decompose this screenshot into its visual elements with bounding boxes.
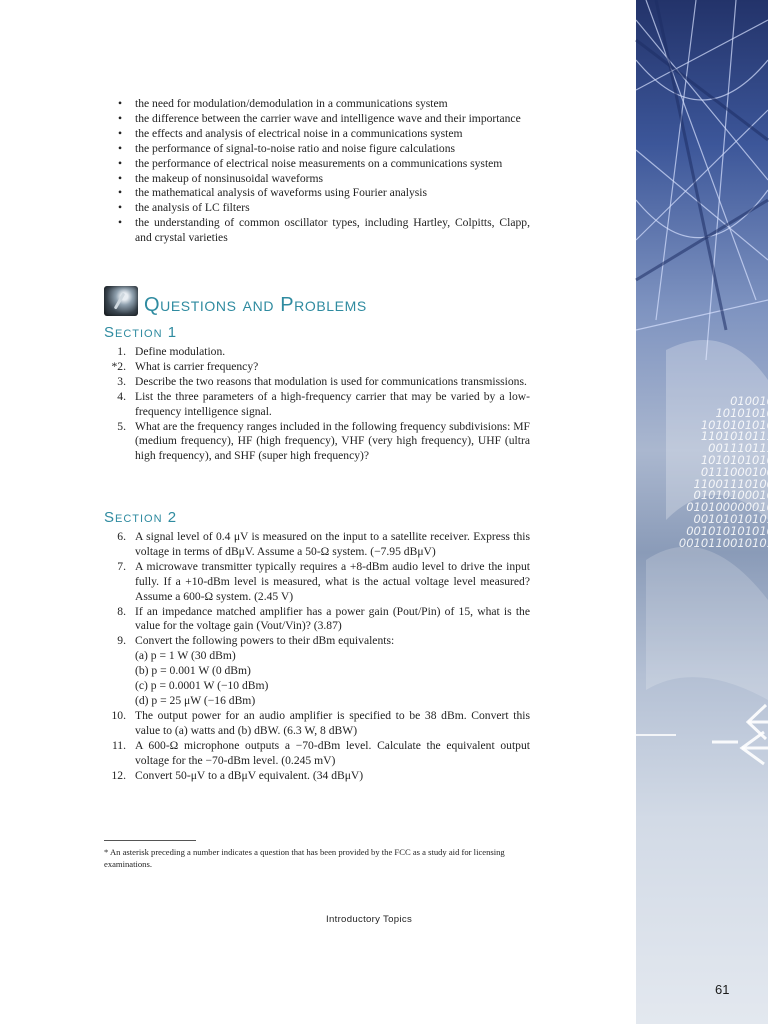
binary-line: 00101010101 xyxy=(693,511,774,526)
question-subitem: (a) p = 1 W (30 dBm) xyxy=(135,649,236,663)
question-number: 7. xyxy=(117,559,126,573)
question-number: 9. xyxy=(117,634,126,648)
footnote: * An asterisk preceding a number indicates a question that has been provided by the FCC as a study aid for licensing examinations. xyxy=(104,847,505,869)
question-item xyxy=(104,605,530,635)
binary-texture xyxy=(679,396,774,549)
question-number: 11. xyxy=(111,738,126,752)
objectives-list xyxy=(118,97,530,246)
question-text: A signal level of 0.4 μV is measured on the input to a satellite receiver. Express this voltage in terms of dBμV. Assume a 50-Ω system. (−7.95 dBμV) xyxy=(135,530,530,558)
question-text: Describe the two reasons that modulation is used for communications transmissions. xyxy=(135,374,527,388)
question-item xyxy=(104,530,530,560)
binary-line: 010100000010 xyxy=(686,500,774,515)
objective-item: • the need for modulation/demodulation in a communications system xyxy=(118,97,530,112)
question-item xyxy=(104,560,530,605)
question-text: Convert 50-μV to a dBμV equivalent. (34 dBμV) xyxy=(135,768,364,782)
objective-item: • the mathematical analysis of waveforms using Fourier analysis xyxy=(118,186,530,201)
question-number: 10. xyxy=(111,708,126,722)
question-number: 8. xyxy=(117,604,126,618)
question-item xyxy=(104,634,530,709)
objective-item: • the difference between the carrier wave and intelligence wave and their importance xyxy=(118,112,530,127)
binary-line: 010010 xyxy=(730,394,774,408)
question-subitem: (c) p = 0.0001 W (−10 dBm) xyxy=(135,679,269,693)
question-item xyxy=(104,709,530,739)
binary-line: 1101010111 xyxy=(700,429,774,444)
binary-line: 0010110010101 xyxy=(678,535,774,550)
question-number: 6. xyxy=(117,530,126,543)
question-text: Define modulation. xyxy=(135,345,226,358)
question-subitem: (d) p = 25 μW (−16 dBm) xyxy=(135,693,256,707)
page-number: 61 xyxy=(715,982,730,997)
binary-line: 001110111 xyxy=(708,441,774,456)
section-2-questions xyxy=(104,530,530,783)
question-text: List the three parameters of a high-frequency carrier that may be varied by a low-frequency intelligence signal. xyxy=(135,389,530,418)
question-item xyxy=(104,390,530,420)
binary-line: 1010101010 xyxy=(700,417,774,432)
binary-line: 01010100010 xyxy=(693,488,774,503)
question-number: 12. xyxy=(111,768,126,782)
running-footer: Introductory Topics xyxy=(326,914,413,925)
question-text: What are the frequency ranges included in the following frequency subdivisions: MF (medium frequency), HF (high frequency), VHF (very high frequency), UHF (ultra high frequency), and SHF (super high frequency)? xyxy=(135,419,530,463)
question-text: The output power for an audio amplifier is specified to be 38 dBm. Convert this value to (a) watts and (b) dBW. (6.3 W, 8 dBW) xyxy=(135,708,530,737)
objective-item: • the makeup of nonsinusoidal waveforms xyxy=(118,172,530,187)
objective-item: • the performance of signal-to-noise ratio and noise figure calculations xyxy=(118,142,530,157)
question-text: What is carrier frequency? xyxy=(135,359,259,373)
question-subitem: (b) p = 0.001 W (0 dBm) xyxy=(135,664,251,678)
question-number: 5. xyxy=(117,419,126,433)
binary-line: 001010101010 xyxy=(686,523,774,538)
binary-line: 0111000100 xyxy=(700,464,774,479)
questions-header-icon xyxy=(104,286,138,316)
section-1-heading: Section 1 xyxy=(104,324,178,341)
decorative-side-art xyxy=(636,0,774,1024)
question-text: A 600-Ω microphone outputs a −70-dBm level. Calculate the equivalent output voltage for the −70-dBm level. (0.245 mV) xyxy=(135,738,530,767)
question-number: 3. xyxy=(117,374,126,388)
question-item xyxy=(104,739,530,769)
section-2-heading: Section 2 xyxy=(104,509,178,526)
questions-header-title: Questions and Problems xyxy=(144,293,367,316)
question-number: *2. xyxy=(111,359,126,373)
objective-item: • the understanding of common oscillator types, including Hartley, Colpitts, Clapp, and crystal varieties xyxy=(118,216,530,246)
question-number: 4. xyxy=(117,389,126,403)
question-text: A microwave transmitter typically requires a +8-dBm audio level to drive the input fully. If a +10-dBm level is measured, what is the actual voltage level measured? Assume a 600-Ω system. (2.45 V) xyxy=(135,559,530,603)
binary-line: 10101010 xyxy=(715,405,774,420)
question-text: If an impedance matched amplifier has a power gain (Pout/Pin) of 15, what is the value for the voltage gain (Vout/Vin)? (3.87) xyxy=(135,604,530,633)
objective-item: • the performance of electrical noise measurements on a communications system xyxy=(118,157,530,172)
section-1-questions xyxy=(104,345,530,464)
questions-header xyxy=(104,284,367,318)
question-number: 1. xyxy=(117,345,126,358)
question-item xyxy=(104,375,530,390)
question-item xyxy=(104,345,530,360)
question-text: Convert the following powers to their dBm equivalents: xyxy=(135,634,395,648)
question-item xyxy=(104,420,530,465)
objective-item: • the analysis of LC filters xyxy=(118,201,530,216)
footnote-divider xyxy=(104,840,196,841)
objective-item: • the effects and analysis of electrical noise in a communications system xyxy=(118,127,530,142)
question-item xyxy=(104,360,530,375)
question-item xyxy=(104,769,530,784)
binary-line: 1010101010 xyxy=(700,452,774,467)
binary-line: 11001110100 xyxy=(693,476,774,491)
